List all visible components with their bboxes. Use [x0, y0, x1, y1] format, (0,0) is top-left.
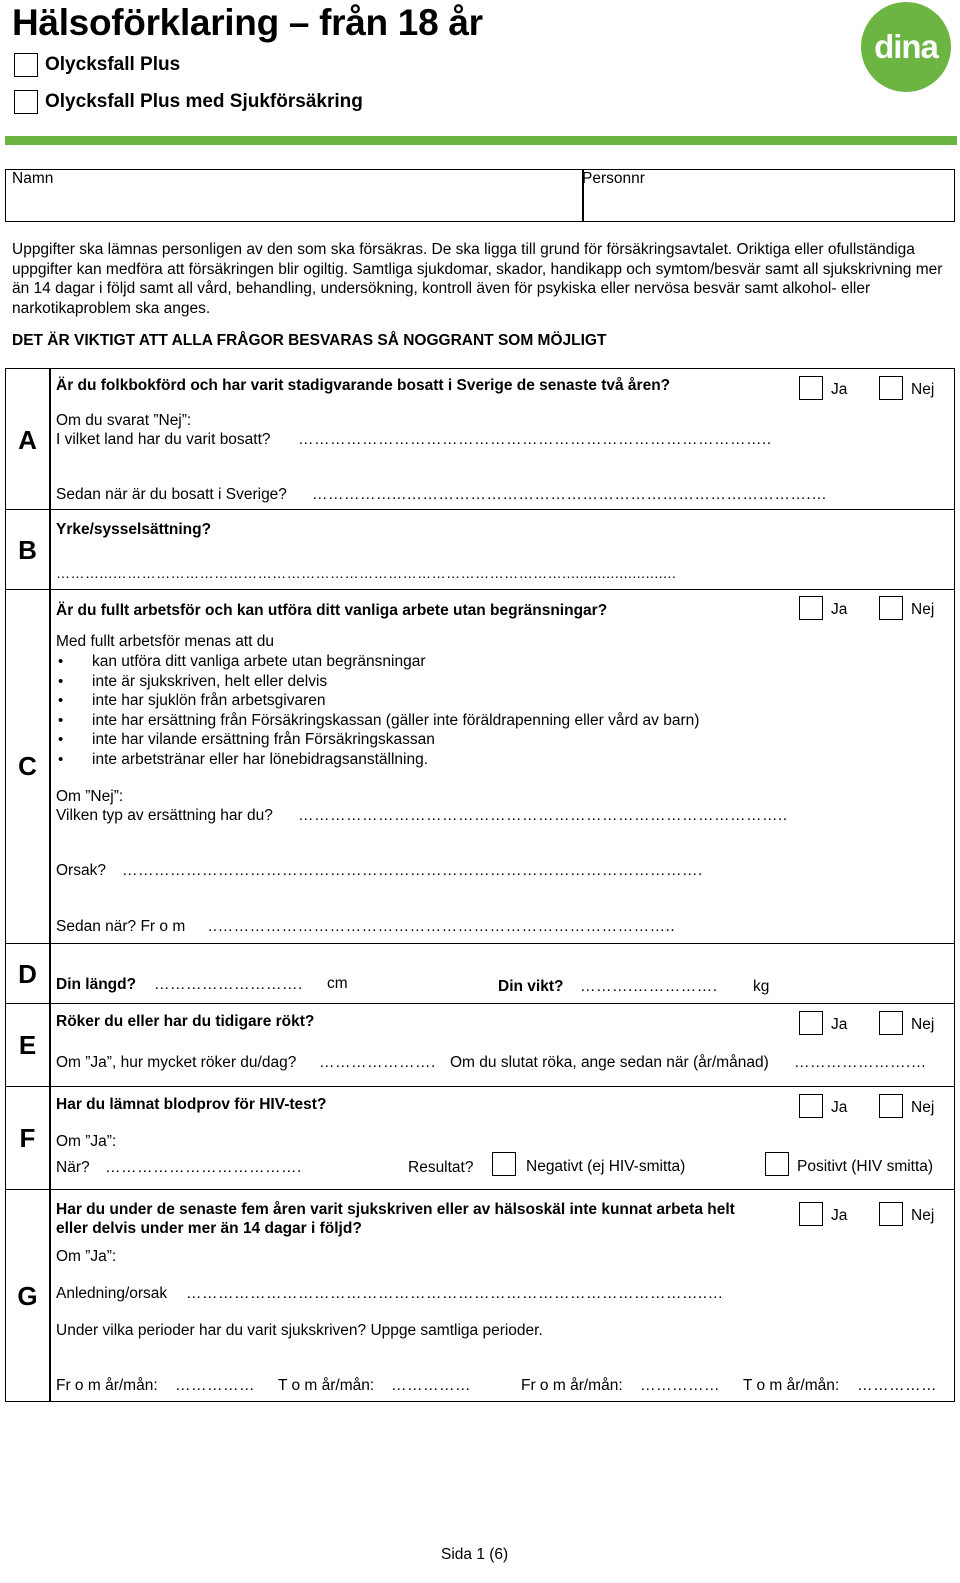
question-e: Röker du eller har du tidigare rökt? [56, 1013, 315, 1030]
since-field[interactable]: ..………………………………………………………………………….. [208, 918, 676, 935]
checkbox[interactable] [879, 1094, 903, 1118]
amount-field[interactable]: …………………. [319, 1054, 436, 1071]
quit-field[interactable]: ………………….… [794, 1054, 927, 1071]
checkbox[interactable] [14, 90, 38, 114]
since-label: Sedan när är du bosatt i Sverige? [56, 486, 287, 503]
result-positive[interactable] [765, 1152, 933, 1176]
bullet-item: • inte är sjukskriven, helt eller delvis [92, 673, 327, 691]
section-letter: D [18, 959, 37, 989]
section-letter: E [18, 1030, 37, 1060]
option-label: Olycksfall Plus [45, 54, 181, 75]
yes-label: Ja [831, 381, 848, 398]
no-label: Nej [911, 1016, 935, 1033]
answer-no[interactable] [879, 596, 934, 620]
section-letter: G [17, 1281, 38, 1311]
height-label: Din längd? [56, 976, 137, 993]
question-g-line2: eller delvis under mer än 14 dagar i följd? [56, 1220, 362, 1237]
no-label: Nej [911, 1207, 935, 1224]
section-b [5, 509, 955, 590]
divider [49, 590, 51, 943]
checkbox[interactable] [879, 1011, 903, 1035]
section-g [5, 1189, 955, 1402]
answer-no[interactable] [879, 376, 934, 400]
checkbox[interactable] [799, 1094, 823, 1118]
comp-type-label: Vilken typ av ersättning har du? [56, 807, 273, 824]
divider [49, 369, 51, 509]
occupation-field[interactable]: ………...………………………………………………………………………………….......................... [56, 565, 677, 581]
bullet-item: • inte har vilande ersättning från Försäkringskassan [92, 731, 435, 749]
checkbox[interactable] [799, 1202, 823, 1226]
personnr-field-label: Personnr [582, 170, 645, 187]
important-notice: DET ÄR VIKTIGT ATT ALLA FRÅGOR BESVARAS SÅ NOGGRANT SOM MÖJLIGT [12, 332, 607, 349]
yes-label: Ja [831, 1016, 848, 1033]
question-c: Är du fullt arbetsför och kan utföra ditt vanliga arbete utan begränsningar? [56, 602, 608, 619]
if-yes-label: Om ”Ja”: [56, 1248, 117, 1265]
yes-label: Ja [831, 1099, 848, 1116]
question-f: Har du lämnat blodprov för HIV-test? [56, 1096, 327, 1113]
section-d [5, 943, 955, 1004]
divider [49, 510, 51, 589]
definition-intro: Med fullt arbetsför menas att du [56, 633, 274, 650]
result-negative[interactable] [492, 1152, 685, 1176]
checkbox[interactable] [799, 1011, 823, 1035]
question-b: Yrke/sysselsättning? [56, 521, 212, 538]
quit-label: Om du slutat röka, ange sedan när (år/månad) [450, 1054, 769, 1071]
divider [49, 1004, 51, 1086]
section-letter: B [18, 535, 37, 565]
checkbox[interactable] [492, 1152, 516, 1176]
from-label-1: Fr o m år/mån: [56, 1377, 158, 1394]
no-label: Nej [911, 381, 935, 398]
reason-label: Anledning/orsak [56, 1285, 168, 1302]
option-olycksfall-plus[interactable] [14, 53, 180, 77]
weight-unit: kg [753, 978, 770, 995]
no-label: Nej [911, 601, 935, 618]
section-letter: F [19, 1123, 36, 1153]
country-field[interactable]: …………………………………………………………………………….. [298, 431, 772, 448]
divider [49, 944, 51, 1003]
checkbox[interactable] [765, 1152, 789, 1176]
yes-label: Ja [831, 1207, 848, 1224]
since-label: Sedan när? Fr o m [56, 918, 186, 935]
answer-no[interactable] [879, 1094, 934, 1118]
height-field[interactable]: ………………………. [154, 976, 303, 993]
question-g-line1: Har du under de senaste fem åren varit sjukskriven eller av hälsoskäl inte kunnat arbeta helt [56, 1201, 735, 1218]
name-input[interactable] [6, 190, 576, 218]
page-title: Hälsoförklaring – från 18 år [12, 2, 483, 43]
bullet-item: • kan utföra ditt vanliga arbete utan begränsningar [92, 653, 425, 671]
divider [49, 1087, 51, 1189]
checkbox[interactable] [799, 376, 823, 400]
section-e [5, 1003, 955, 1087]
checkbox[interactable] [879, 1202, 903, 1226]
reason-field[interactable]: ……………………………………………………………………………………..… [186, 1285, 724, 1302]
comp-type-field[interactable]: ……………………………………………………………………………….. [298, 807, 788, 824]
answer-yes[interactable] [799, 596, 847, 620]
section-c [5, 589, 955, 944]
bullet-item: • inte arbetstränar eller har lönebidragsanställning. [92, 751, 428, 769]
reason-field[interactable]: ………………………………………………………………………………………………. [122, 862, 703, 879]
section-letter: C [18, 751, 37, 781]
bullet-item: • inte har ersättning från Försäkringskassan (gäller inte föräldrapenning eller vård av barn) [92, 712, 699, 730]
weight-field[interactable]: ……….……………. [580, 978, 718, 995]
checkbox[interactable] [799, 596, 823, 620]
checkbox[interactable] [879, 596, 903, 620]
option-olycksfall-sjuk[interactable] [14, 90, 363, 114]
height-unit: cm [327, 975, 348, 992]
no-label: Nej [911, 1099, 935, 1116]
answer-yes[interactable] [799, 376, 847, 400]
yes-label: Ja [831, 601, 848, 618]
negative-label: Negativt (ej HIV-smitta) [526, 1158, 686, 1175]
section-f [5, 1086, 955, 1190]
from-field-1[interactable]: …………… [175, 1377, 255, 1394]
answer-no[interactable] [879, 1011, 934, 1035]
green-divider [5, 136, 957, 145]
answer-yes[interactable] [799, 1202, 847, 1226]
checkbox[interactable] [879, 376, 903, 400]
result-label: Resultat? [408, 1159, 474, 1176]
to-field-2[interactable]: …………… [857, 1377, 937, 1394]
answer-yes[interactable] [799, 1011, 847, 1035]
if-no-label: Om du svarat ”Nej”: [56, 412, 192, 429]
brand-logo: dina [861, 2, 951, 92]
positive-label: Positivt (HIV smitta) [797, 1158, 934, 1175]
reason-label: Orsak? [56, 862, 106, 879]
page-number: Sida 1 (6) [441, 1546, 509, 1563]
intro-text: Uppgifter ska lämnas personligen av den som ska försäkras. De ska ligga till grund för försäkringsavtalet. Oriktiga eller ofullständiga uppgifter kan medföra att försäkringen blir ogiltig. Samtliga sjukdomar, skador, handikapp och symtom/besvär samt all sjukskrivning mer än 14 dagar i följd samt all vård, behandling, undersökning, kontroll även för psykiska eller nervösa besvär samt alkohol- eller narkotikaproblem ska anges. [12, 241, 943, 317]
name-field-label: Namn [12, 170, 54, 187]
to-field-1[interactable]: …………… [391, 1377, 471, 1394]
country-label: I vilket land har du varit bosatt? [56, 431, 271, 448]
bullet-item: • inte har sjuklön från arbetsgivaren [92, 692, 326, 710]
weight-label: Din vikt? [498, 978, 564, 995]
when-label: När? [56, 1159, 90, 1176]
from-label-2: Fr o m år/mån: [521, 1377, 623, 1394]
if-yes-label: Om ”Ja”: [56, 1133, 117, 1150]
if-no-label: Om ”Nej”: [56, 788, 124, 805]
answer-yes[interactable] [799, 1094, 847, 1118]
section-a [5, 368, 955, 510]
to-label-1: T o m år/mån: [278, 1377, 375, 1394]
amount-label: Om ”Ja”, hur mycket röker du/dag? [56, 1054, 297, 1071]
to-label-2: T o m år/mån: [743, 1377, 840, 1394]
option-label: Olycksfall Plus med Sjukförsäkring [45, 91, 363, 112]
answer-no[interactable] [879, 1202, 934, 1226]
when-field[interactable]: ………………………………. [105, 1159, 302, 1176]
divider [49, 1190, 51, 1401]
periods-label: Under vilka perioder har du varit sjukskriven? Uppge samtliga perioder. [56, 1322, 543, 1339]
from-field-2[interactable]: …………… [640, 1377, 720, 1394]
since-field[interactable]: ……………...………………………………………………………………….… [312, 486, 828, 503]
question-a: Är du folkbokförd och har varit stadigvarande bosatt i Sverige de senaste två åren? [56, 377, 671, 394]
name-personnr-box [5, 169, 955, 222]
section-letter: A [18, 425, 37, 455]
personnr-input[interactable] [586, 190, 951, 218]
checkbox[interactable] [14, 53, 38, 77]
